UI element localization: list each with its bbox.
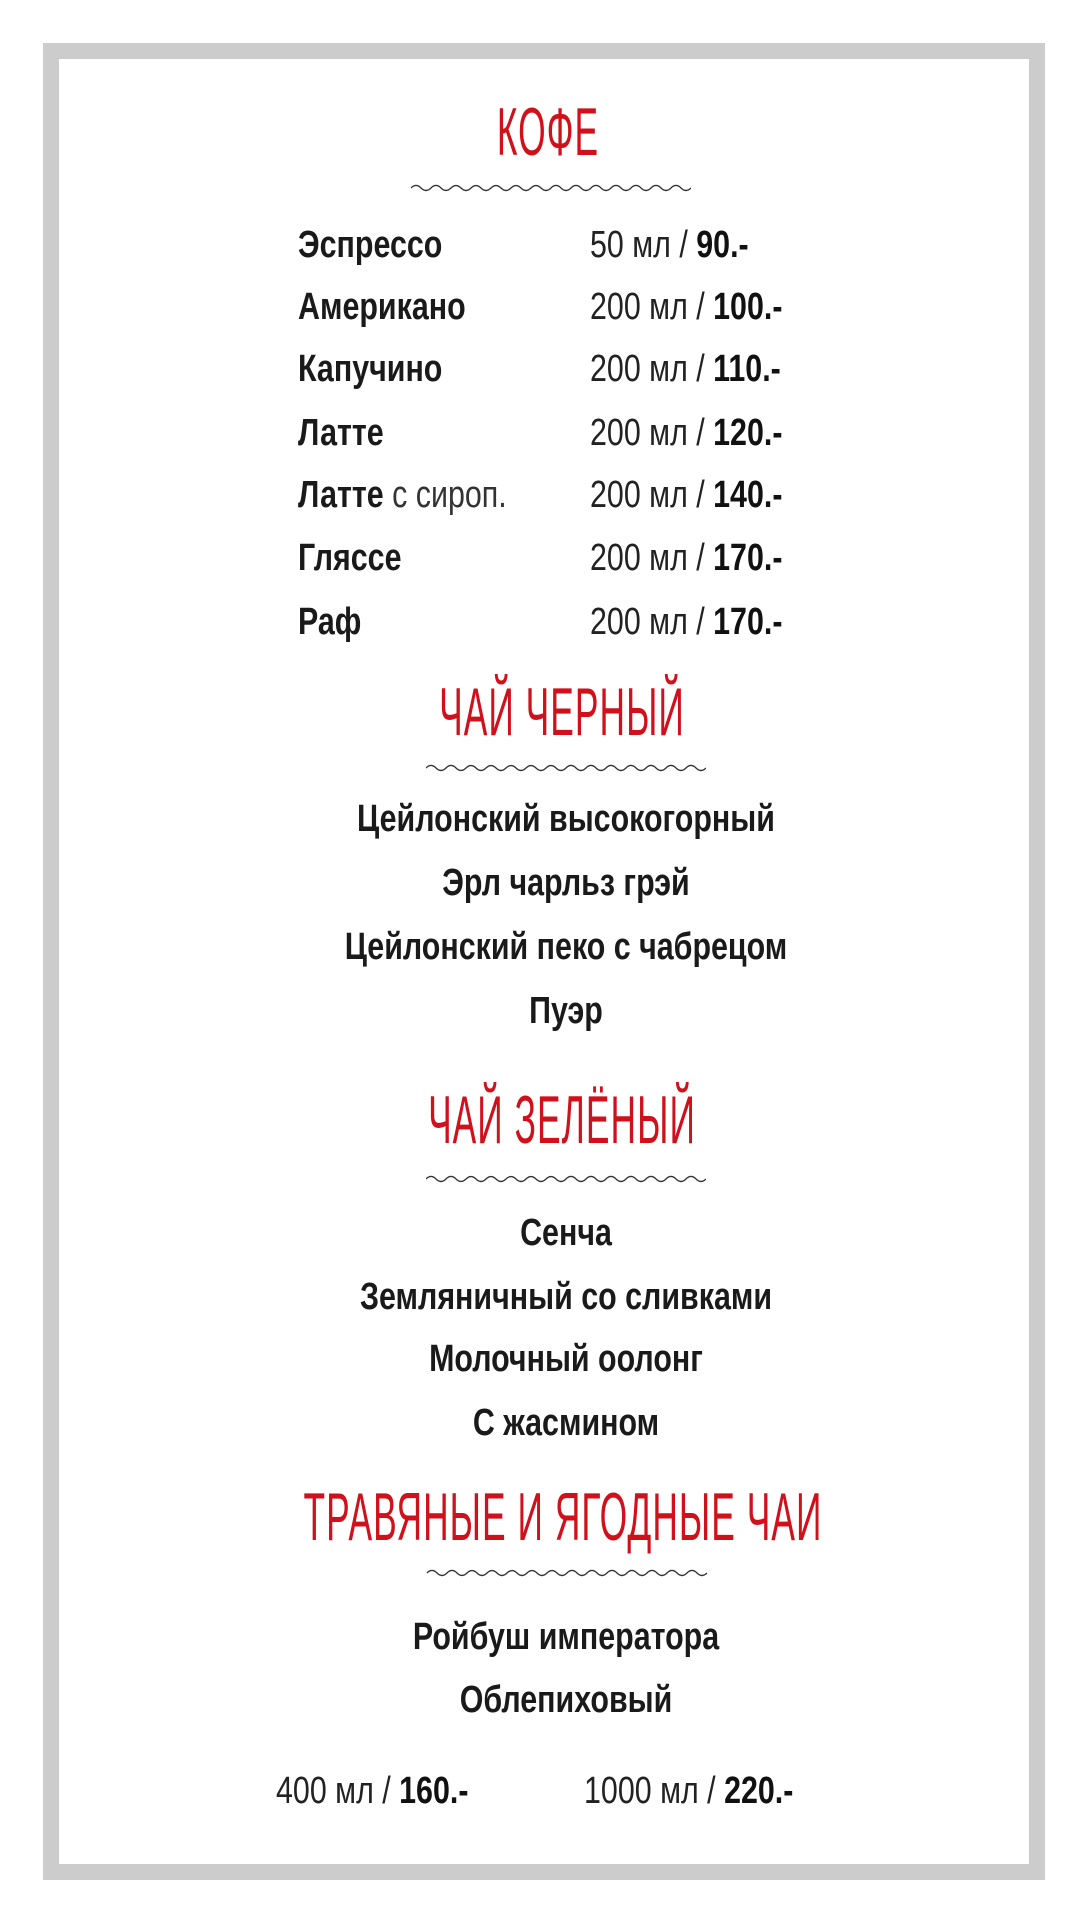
- coffee-item-name: [298, 476, 507, 514]
- section-title-black-tea: ЧАЙ ЧЕРНЫЙ: [439, 674, 685, 750]
- tea-price-small: [276, 1772, 468, 1810]
- price: 100.-: [713, 286, 783, 328]
- coffee-item-name: [298, 414, 384, 452]
- item-name: Капучино: [298, 348, 443, 390]
- volume: 50 мл /: [590, 224, 688, 266]
- price: 110.-: [713, 348, 781, 390]
- coffee-item-price: [590, 414, 782, 452]
- wave-divider: [411, 183, 691, 193]
- wave-divider: [426, 1568, 708, 1578]
- coffee-item-name: [298, 350, 442, 388]
- volume: 200 мл /: [590, 601, 705, 643]
- menu-item: Эрл чарльз грэй: [442, 862, 690, 904]
- menu-item: Ройбуш императора: [412, 1616, 720, 1658]
- price: 120.-: [713, 412, 783, 454]
- coffee-item-price: [590, 226, 749, 264]
- coffee-item-name: [298, 226, 442, 264]
- volume: 200 мл /: [590, 286, 705, 328]
- item-name: Раф: [298, 601, 362, 643]
- section-title-herbal-tea: ТРАВЯНЫЕ И ЯГОДНЫЕ ЧАИ: [303, 1479, 823, 1555]
- coffee-item-price: [590, 288, 782, 326]
- menu-item: Цейлонский высокогорный: [357, 798, 775, 840]
- wave-divider: [426, 1174, 706, 1184]
- section-title-green-tea: ЧАЙ ЗЕЛЁНЫЙ: [428, 1082, 696, 1158]
- wave-divider: [426, 763, 706, 773]
- coffee-item-name: [298, 539, 402, 577]
- menu-item: Земляничный со сливками: [359, 1276, 773, 1318]
- coffee-item-price: [590, 603, 782, 641]
- price: 220.-: [724, 1770, 794, 1812]
- menu-item: Сенча: [520, 1212, 612, 1254]
- volume: 400 мл /: [276, 1770, 391, 1812]
- coffee-item-name: [298, 288, 466, 326]
- coffee-item-price: [590, 476, 782, 514]
- volume: 200 мл /: [590, 537, 705, 579]
- price: 140.-: [713, 474, 783, 516]
- menu-item: С жасмином: [472, 1402, 660, 1444]
- coffee-item-name: [298, 603, 361, 641]
- price: 170.-: [713, 601, 783, 643]
- price: 90.-: [696, 224, 749, 266]
- price: 170.-: [713, 537, 783, 579]
- section-title-coffee: КОФЕ: [496, 94, 600, 170]
- item-name: Американо: [298, 286, 466, 328]
- item-note: с сироп.: [383, 474, 507, 516]
- item-name: Латте: [298, 474, 384, 516]
- menu-item: Пуэр: [529, 990, 603, 1032]
- tea-price-large: [584, 1772, 793, 1810]
- volume: 200 мл /: [590, 474, 705, 516]
- price: 160.-: [399, 1770, 469, 1812]
- menu-item: Облепиховый: [459, 1679, 673, 1721]
- menu-item: Цейлонский пеко с чабрецом: [344, 926, 788, 968]
- item-name: Латте: [298, 412, 384, 454]
- menu-item: Молочный оолонг: [429, 1338, 703, 1380]
- item-name: Гляссе: [298, 537, 402, 579]
- coffee-item-price: [590, 350, 781, 388]
- coffee-item-price: [590, 539, 782, 577]
- volume: 200 мл /: [590, 412, 705, 454]
- volume: 1000 мл /: [584, 1770, 716, 1812]
- volume: 200 мл /: [590, 348, 705, 390]
- item-name: Эспрессо: [298, 224, 443, 266]
